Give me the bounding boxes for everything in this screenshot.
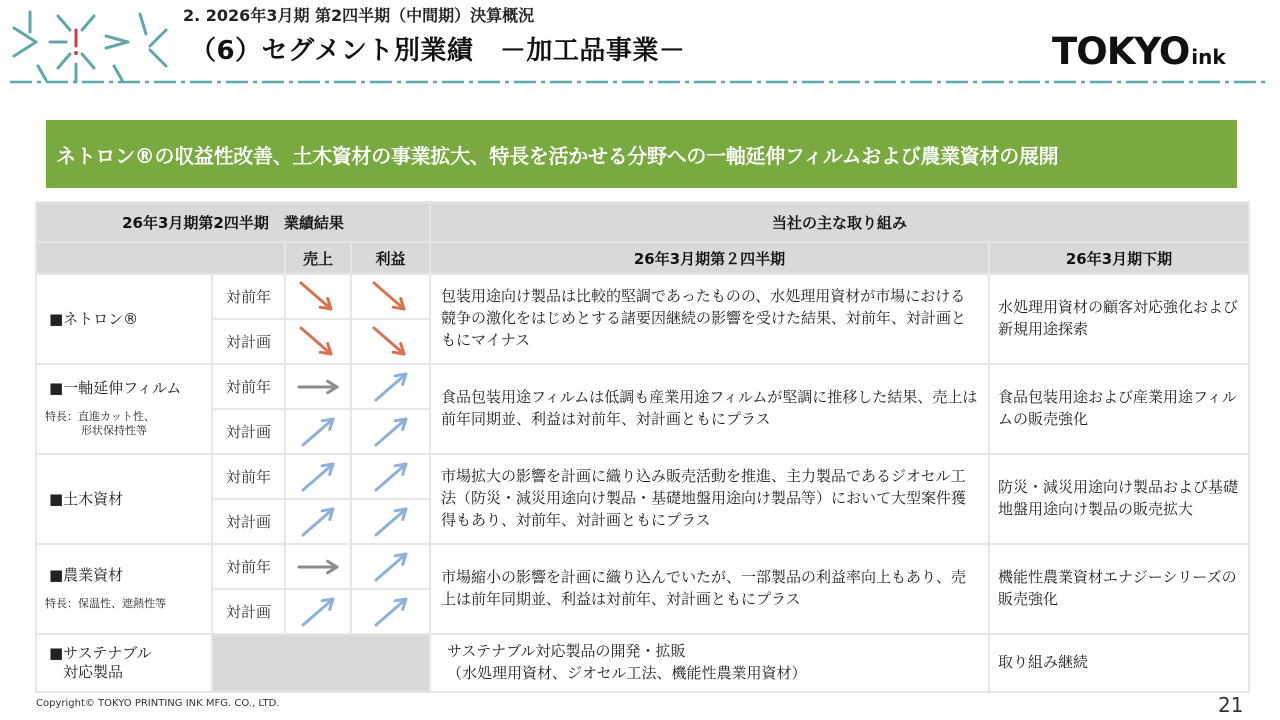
arrow-cell [285, 589, 351, 634]
arrow-up-icon [368, 594, 414, 630]
segment-name: ■土木資材 [49, 489, 124, 508]
arrow-up-icon [368, 459, 414, 495]
trend-arrow-icon [352, 594, 429, 630]
arrow-down-icon [368, 324, 414, 360]
table-row [36, 274, 1249, 319]
trend-arrow-icon [286, 279, 350, 315]
table-row [36, 634, 1249, 692]
arrow-up-icon [295, 459, 341, 495]
q2-line-1: サステナブル対応製品の開発・拡販 [447, 642, 686, 661]
segment-agri [36, 544, 212, 634]
arrow-cell [285, 274, 351, 319]
col-sales-header: 売上 [285, 242, 351, 274]
comp-yoy-label: 対前年 [212, 364, 285, 409]
segment-civil [36, 454, 212, 544]
arrow-cell [285, 319, 351, 364]
arrow-cell [351, 409, 430, 454]
trend-arrow-icon [286, 324, 350, 360]
segment-note [45, 410, 211, 439]
arrow-up-icon [368, 414, 414, 450]
trend-arrow-icon [352, 504, 429, 540]
trend-arrow-icon [286, 504, 350, 540]
arrow-down-icon [295, 279, 341, 315]
segment-name: ■農業資材 [49, 566, 124, 585]
arrow-up-icon [295, 594, 341, 630]
trend-arrow-icon [352, 549, 429, 585]
comp-plan-label: 対計画 [212, 319, 285, 364]
segment-results-table [35, 201, 1250, 693]
col-h2-header: 26年3月期下期 [989, 242, 1249, 274]
arrow-cell [351, 319, 430, 364]
section-title: 2. 2026年3月期 第2四半期（中間期）決算概況 [183, 6, 535, 25]
segment-sustainable [36, 634, 212, 692]
blank-results-cell [212, 634, 430, 692]
h2-plan: 食品包装用途および産業用途フィルムの販売強化 [989, 364, 1249, 454]
arrow-up-icon [368, 369, 414, 405]
trend-arrow-icon [286, 414, 350, 450]
company-logo [1052, 30, 1226, 73]
q2-description [430, 634, 989, 692]
q2-line-2: （水処理用資材、ジオセル工法、機能性農業用資材） [447, 664, 807, 682]
trend-arrow-icon [286, 369, 350, 405]
arrow-cell [285, 544, 351, 589]
segment-note [45, 597, 211, 611]
arrow-cell [285, 499, 351, 544]
segment-name: ■一軸延伸フィルム [49, 379, 182, 398]
h2-plan: 機能性農業資材エナジーシリーズの販売強化 [989, 544, 1249, 634]
q2-description: 市場拡大の影響を計画に織り込み販売活動を推進、主力製品であるジオセル工法（防災・減災用途向け製品・基礎地盤用途向け製品等）において大型案件獲得もあり、対前年、対計画ともにプラス [430, 454, 989, 544]
header-motif-icon [10, 6, 170, 84]
note-line-1: 特長：直進カット性、 [45, 410, 155, 424]
initiatives-header: 当社の主な取り組み [430, 202, 1249, 242]
segment-name: ■ネトロン® [49, 309, 139, 328]
table-header-row [36, 202, 1249, 242]
comp-yoy-label: 対前年 [212, 274, 285, 319]
results-header: 26年3月期第2四半期 業績結果 [36, 202, 430, 242]
arrow-cell [351, 274, 430, 319]
q2-description: 市場縮小の影響を計画に織り込んでいたが、一部製品の利益率向上もあり、売上は前年同期並、利益は対前年、対計画ともにプラス [430, 544, 989, 634]
logo-main-text: TOKYO [1052, 30, 1190, 73]
trend-arrow-icon [286, 459, 350, 495]
logo-small-text: ink [1191, 45, 1226, 69]
trend-arrow-icon [286, 594, 350, 630]
arrow-cell [351, 544, 430, 589]
h2-plan: 防災・減災用途向け製品および基礎地盤用途向け製品の販売拡大 [989, 454, 1249, 544]
segment-netron [36, 274, 212, 364]
page-number: 21 [1218, 693, 1244, 717]
arrow-cell [285, 364, 351, 409]
page-title: （6）セグメント別業績 －加工品事業－ [190, 36, 686, 66]
blank-subheader [36, 242, 285, 274]
arrow-flat-icon [295, 369, 341, 405]
arrow-cell [351, 589, 430, 634]
table-row [36, 454, 1249, 499]
arrow-up-icon [368, 549, 414, 585]
note-line-1: 特長：保温性、遮熱性等 [45, 597, 166, 611]
arrow-down-icon [295, 324, 341, 360]
trend-arrow-icon [352, 324, 429, 360]
arrow-flat-icon [295, 549, 341, 585]
copyright: Copyright© TOKYO PRINTING INK MFG. CO., LTD. [36, 698, 280, 709]
summary-banner: ネトロン®の収益性改善、土木資材の事業拡大、特長を活かせる分野への一軸延伸フィルムおよび農業資材の展開 [46, 120, 1237, 188]
segment-name-line-1: ■サステナブル [49, 644, 152, 663]
note-line-2: 形状保持性等 [81, 424, 147, 438]
segment-name-line-2: 対応製品 [63, 663, 124, 681]
trend-arrow-icon [352, 414, 429, 450]
table-row [36, 364, 1249, 409]
arrow-up-icon [295, 414, 341, 450]
comp-yoy-label: 対前年 [212, 454, 285, 499]
comp-plan-label: 対計画 [212, 499, 285, 544]
h2-plan: 取り組み継続 [989, 634, 1249, 692]
header-divider [10, 78, 1270, 86]
trend-arrow-icon [286, 549, 350, 585]
arrow-cell [351, 454, 430, 499]
arrow-cell [351, 364, 430, 409]
h2-plan: 水処理用資材の顧客対応強化および新規用途探索 [989, 274, 1249, 364]
trend-arrow-icon [352, 459, 429, 495]
arrow-cell [285, 454, 351, 499]
comp-yoy-label: 対前年 [212, 544, 285, 589]
table-row [36, 544, 1249, 589]
comp-plan-label: 対計画 [212, 589, 285, 634]
arrow-cell [285, 409, 351, 454]
arrow-cell [351, 499, 430, 544]
trend-arrow-icon [352, 369, 429, 405]
segment-film [36, 364, 212, 454]
comp-plan-label: 対計画 [212, 409, 285, 454]
col-q2-header: 26年3月期第２四半期 [430, 242, 989, 274]
arrow-up-icon [295, 504, 341, 540]
col-profit-header: 利益 [351, 242, 430, 274]
trend-arrow-icon [352, 279, 429, 315]
arrow-up-icon [368, 504, 414, 540]
arrow-down-icon [368, 279, 414, 315]
table-subheader-row [36, 242, 1249, 274]
q2-description: 食品包装用途フィルムは低調も産業用途フィルムが堅調に推移した結果、売上は前年同期並、利益は対前年、対計画ともにプラス [430, 364, 989, 454]
q2-description: 包装用途向け製品は比較的堅調であったものの、水処理用資材が市場における競争の激化をはじめとする諸要因継続の影響を受けた結果、対前年、対計画ともにマイナス [430, 274, 989, 364]
